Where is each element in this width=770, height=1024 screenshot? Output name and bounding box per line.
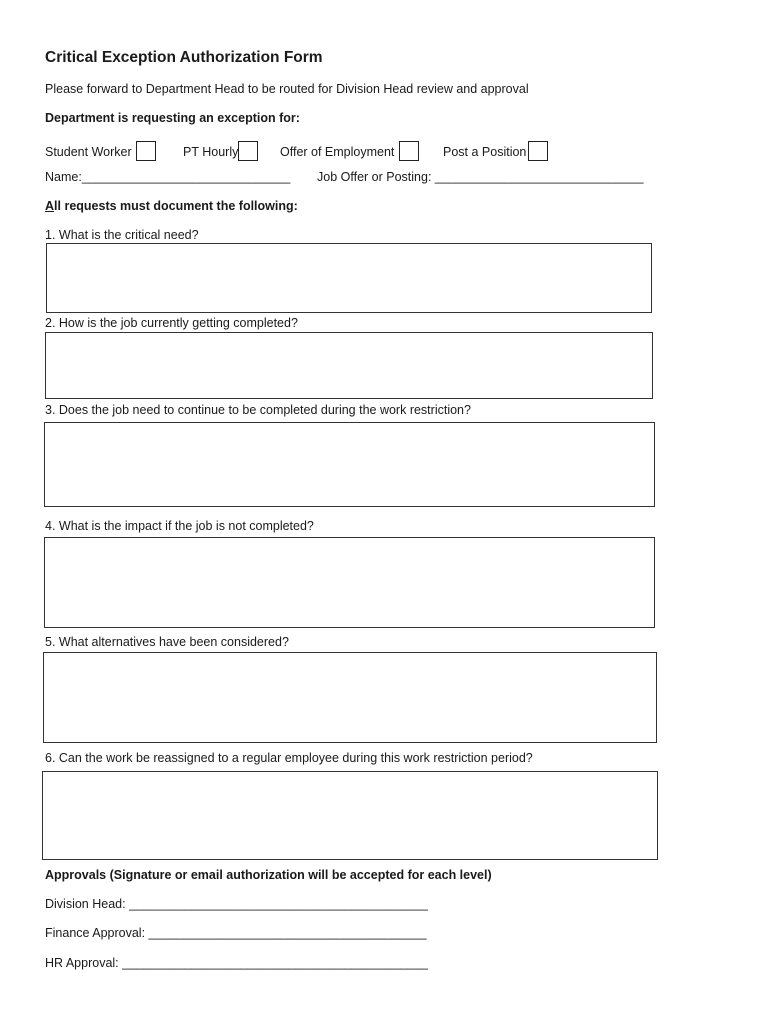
question-2: 2. How is the job currently getting completed? — [45, 316, 298, 330]
answer-box-1[interactable] — [46, 243, 652, 313]
answer-box-4[interactable] — [44, 537, 655, 628]
option-offer-of-employment — [280, 139, 419, 159]
division-head-approval-field[interactable]: Division Head: ___________________________________________ — [45, 897, 428, 911]
option-label: Student Worker — [45, 145, 132, 159]
job-offer-posting-field[interactable]: Job Offer or Posting: ______________________________ — [317, 170, 644, 184]
question-4: 4. What is the impact if the job is not completed? — [45, 519, 314, 533]
all-requests-heading — [45, 199, 298, 213]
all-requests-rest: ll requests must document the following: — [54, 199, 298, 213]
option-student-worker — [45, 139, 156, 159]
answer-box-5[interactable] — [43, 652, 657, 743]
answer-box-6[interactable] — [42, 771, 658, 860]
option-label: Offer of Employment — [280, 145, 395, 159]
question-1: 1. What is the critical need? — [45, 228, 199, 242]
form-subtitle: Please forward to Department Head to be routed for Division Head review and approval — [45, 82, 529, 96]
offer-of-employment-checkbox[interactable] — [399, 141, 419, 161]
post-a-position-checkbox[interactable] — [528, 141, 548, 161]
option-label: Post a Position — [443, 145, 527, 159]
option-post-a-position — [443, 139, 548, 159]
department-request-label: Department is requesting an exception for: — [45, 111, 300, 125]
pt-hourly-checkbox[interactable] — [238, 141, 258, 161]
option-pt-hourly — [183, 139, 258, 159]
answer-box-2[interactable] — [45, 332, 653, 399]
question-6: 6. Can the work be reassigned to a regular employee during this work restriction period? — [45, 751, 533, 765]
question-3: 3. Does the job need to continue to be completed during the work restriction? — [45, 403, 471, 417]
student-worker-checkbox[interactable] — [136, 141, 156, 161]
name-field[interactable]: Name:______________________________ — [45, 170, 291, 184]
question-5: 5. What alternatives have been considered? — [45, 635, 289, 649]
approvals-heading: Approvals (Signature or email authorization will be accepted for each level) — [45, 868, 492, 882]
form-title: Critical Exception Authorization Form — [45, 49, 323, 66]
all-requests-first-letter: A — [45, 199, 55, 213]
hr-approval-field[interactable]: HR Approval: ____________________________________________ — [45, 956, 429, 970]
finance-approval-field[interactable]: Finance Approval: ________________________________________ — [45, 926, 427, 940]
answer-box-3[interactable] — [44, 422, 655, 507]
option-label: PT Hourly — [183, 145, 239, 159]
